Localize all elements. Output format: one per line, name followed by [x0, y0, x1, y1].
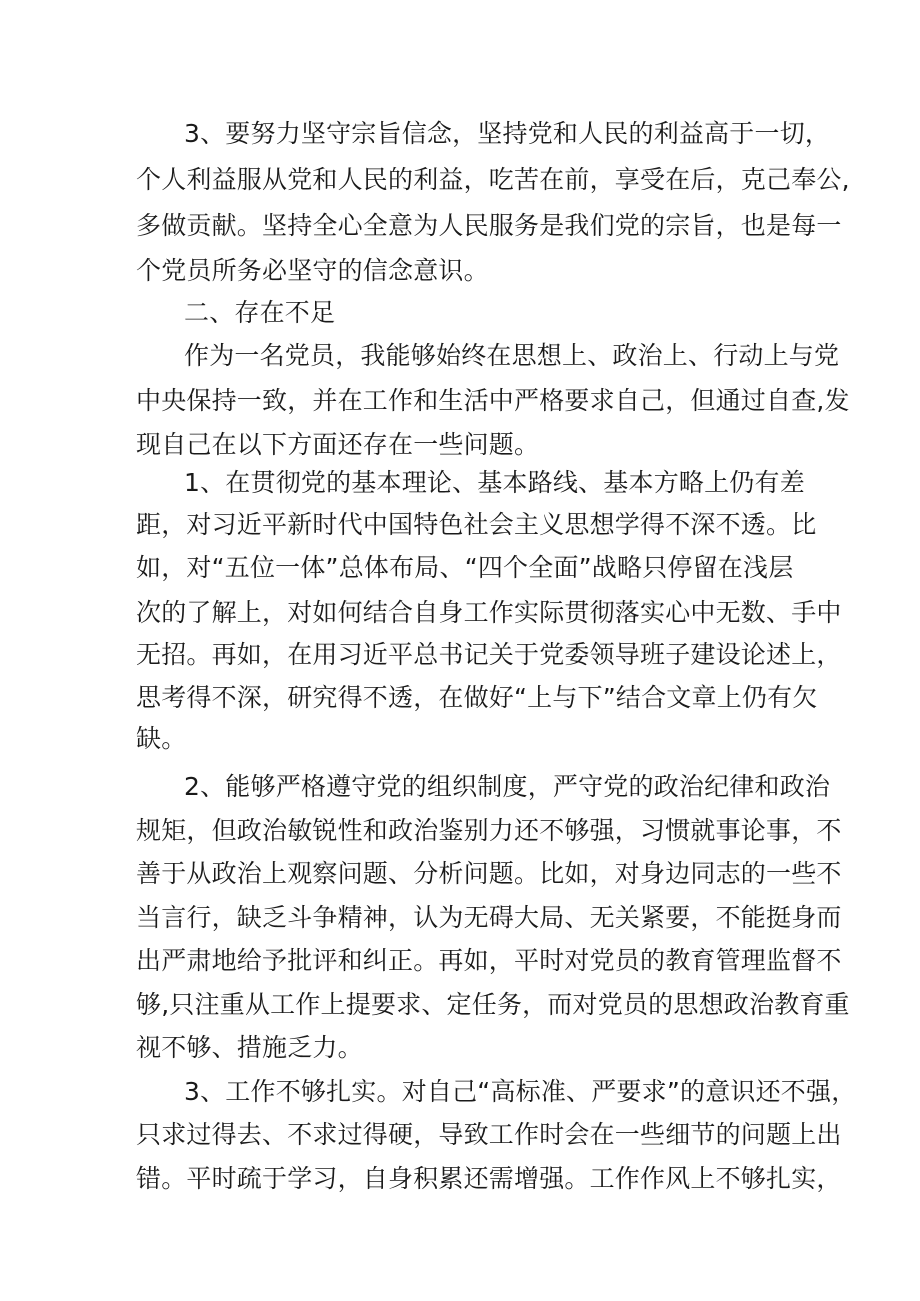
paragraph-line: 出严肃地给予批评和纠正。再如，平时对党员的教育管理监督不: [136, 946, 842, 975]
paragraph-line: 规矩，但政治敏锐性和政治鉴别力还不够强，习惯就事论事，不: [136, 816, 842, 845]
paragraph-line: 多做贡献。坚持全心全意为人民服务是我们党的宗旨，也是每一: [136, 211, 842, 240]
section-heading: 二、存在不足: [184, 298, 336, 327]
paragraph-line: 现自己在以下方面还存在一些问题。: [136, 430, 540, 459]
paragraph-line: 中央保持一致，并在工作和生活中严格要求自己，但通过自查,发: [136, 386, 850, 415]
paragraph-line: 2、能够严格遵守党的组织制度，严守党的政治纪律和政治: [184, 772, 831, 801]
paragraph-line: 1、在贯彻党的基本理论、基本路线、基本方略上仍有差: [184, 468, 805, 497]
paragraph-line: 次的了解上，对如何结合自身工作实际贯彻落实心中无数、手中: [136, 598, 842, 627]
paragraph-line: 作为一名党员，我能够始终在思想上、政治上、行动上与党: [184, 341, 840, 370]
paragraph-line: 距，对习近平新时代中国特色社会主义思想学得不深不透。比: [136, 510, 817, 539]
paragraph-line: 个人利益服从党和人民的利益，吃苦在前，享受在后，克己奉公,: [136, 165, 850, 194]
paragraph-line: 只求过得去、不求过得硬，导致工作时会在一些细节的问题上出: [136, 1120, 842, 1149]
paragraph-line: 个党员所务必坚守的信念意识。: [136, 256, 489, 285]
paragraph-line: 无招。再如，在用习近平总书记关于党委领导班子建设论述上，: [136, 640, 842, 669]
paragraph-line: 够,只注重从工作上提要求、定任务，而对党员的思想政治教育重: [136, 990, 850, 1019]
paragraph-line: 缺。: [136, 724, 187, 753]
paragraph-line: 思考得不深，研究得不透，在做好“上与下”结合文章上仍有欠: [136, 683, 818, 712]
paragraph-line: 3、要努力坚守宗旨信念，坚持党和人民的利益高于一切，: [184, 119, 831, 148]
paragraph-line: 错。平时疏于学习，自身积累还需增强。工作作风上不够扎实，: [136, 1164, 842, 1193]
paragraph-line: 当言行，缺乏斗争精神，认为无碍大局、无关紧要，不能挺身而: [136, 903, 842, 932]
paragraph-line: 如，对“五位一体”总体布局、“四个全面”战略只停留在浅层: [136, 553, 794, 582]
paragraph-line: 3、工作不够扎实。对自己“高标准、严要求”的意识还不强，: [184, 1077, 857, 1106]
paragraph-line: 善于从政治上观察问题、分析问题。比如，对身边同志的一些不: [136, 859, 842, 888]
paragraph-line: 视不够、措施乏力。: [136, 1033, 363, 1062]
